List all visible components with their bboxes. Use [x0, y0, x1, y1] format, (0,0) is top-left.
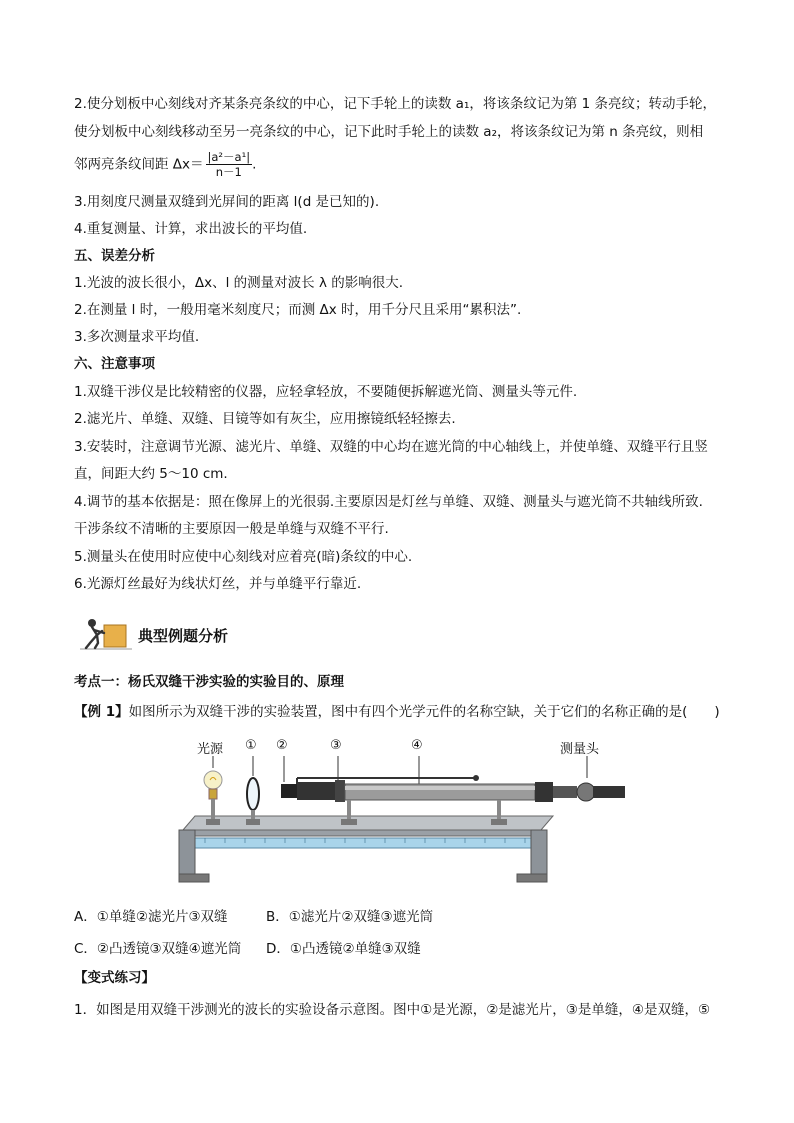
- section6-item: 5.测量头在使用时应使中心刻线对应着亮(暗)条纹的中心.: [74, 549, 413, 565]
- section6-item: 6.光源灯丝最好为线状灯丝，并与单缝平行靠近.: [74, 576, 362, 592]
- label-2: ②: [276, 738, 288, 753]
- section6-item: 3.安装时，注意调节光源、滤光片、单缝、双缝的中心均在遮光筒的中心轴线上，并使单缝、双缝平行且竖: [74, 439, 708, 455]
- para3: 3.用刻度尺测量双缝到光屏间的距离 l(d 是已知的).: [74, 194, 380, 210]
- section6-item: 直，间距大约 5～10 cm.: [74, 466, 228, 482]
- example1: [74, 702, 720, 722]
- option-c[interactable]: C．②凸透镜③双缝④遮光筒: [74, 941, 242, 957]
- label-light-source: 光源: [197, 742, 224, 757]
- example1-text: 如图所示为双缝干涉的实验装置，图中有四个光学元件的名称空缺，关于它们的名称正确的是( ): [128, 704, 720, 720]
- section6-item: 1.双缝干涉仪是比较精密的仪器，应轻拿轻放，不要随便拆解遮光筒、测量头等元件.: [74, 384, 578, 400]
- apparatus-drawing: [175, 734, 635, 886]
- fraction-numerator: |a²－a¹|: [207, 150, 251, 164]
- variant-question-1: 1．如图是用双缝干涉测光的波长的实验设备示意图。图中①是光源，②是滤光片，③是单缝，④是双缝，⑤: [74, 1002, 711, 1018]
- para2-line1: 2.使分划板中心刻线对齐某条亮条纹的中心，记下手轮上的读数 a₁，将该条纹记为第 1 条亮纹；转动手轮，: [74, 96, 717, 112]
- para2-line3-prefix: 邻两亮条纹间距 Δx＝: [74, 156, 204, 173]
- typical-example-header: 典型例题分析: [138, 627, 229, 645]
- option-d[interactable]: D．①凸透镜②单缝③双缝: [266, 941, 421, 957]
- pushing-box-icon: [78, 613, 134, 653]
- section5-item: 3.多次测量求平均值.: [74, 329, 200, 345]
- para2-line3: [74, 150, 256, 179]
- label-measuring-head: 测量头: [560, 742, 600, 757]
- double-slit-apparatus-figure: [175, 734, 635, 886]
- label-3: ③: [330, 738, 342, 753]
- section6-item: 2.滤光片、单缝、双缝、目镜等如有灰尘，应用擦镜纸轻轻擦去.: [74, 411, 456, 427]
- spacing-fraction: [206, 150, 253, 179]
- kaodian-title: 考点一：杨氏双缝干涉实验的实验目的、原理: [74, 674, 344, 690]
- section6-item: 4.调节的基本依据是：照在像屏上的光很弱.主要原因是灯丝与单缝、双缝、测量头与遮光筒不共轴线所致.: [74, 494, 703, 510]
- section6-item: 干涉条纹不清晰的主要原因一般是单缝与双缝不平行.: [74, 521, 389, 537]
- label-1: ①: [245, 738, 257, 753]
- variant-title: 【变式练习】: [74, 970, 155, 986]
- option-a[interactable]: A．①单缝②滤光片③双缝: [74, 909, 228, 925]
- para2-line2: 使分划板中心刻线移动至另一亮条纹的中心，记下此时手轮上的读数 a₂，将该条纹记为第 n 条亮纹，则相: [74, 124, 704, 140]
- option-b[interactable]: B．①滤光片②双缝③遮光筒: [266, 909, 434, 925]
- para4: 4.重复测量、计算，求出波长的平均值.: [74, 221, 308, 237]
- section5-item: 2.在测量 l 时，一般用毫米刻度尺；而测 Δx 时，用千分尺且采用“累积法”.: [74, 302, 522, 318]
- label-4: ④: [411, 738, 423, 753]
- section5-title: 五、误差分析: [74, 248, 155, 264]
- example1-tag: 【例 1】: [74, 704, 129, 720]
- section6-title: 六、注意事项: [74, 356, 155, 372]
- para2-line3-suffix: .: [252, 156, 257, 173]
- section5-item: 1.光波的波长很小，Δx、l 的测量对波长 λ 的影响很大.: [74, 275, 404, 291]
- fraction-denominator: n－1: [215, 165, 242, 179]
